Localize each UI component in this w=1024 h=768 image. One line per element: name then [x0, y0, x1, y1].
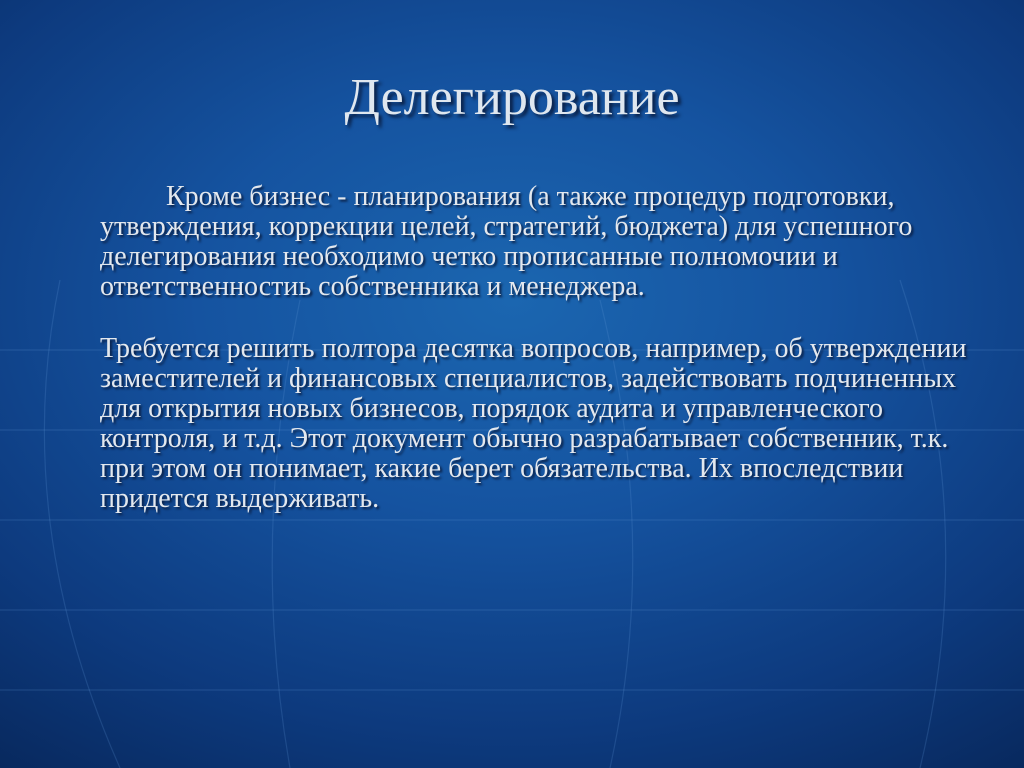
paragraph-1: Кроме бизнес - планирования (а также процедур подготовки, утверждения, коррекции целей, стратегий, бюджета) для успешного делегирования необходимо четко прописанные полномочии и ответственностиь собственника и менеджера.: [100, 181, 913, 302]
paragraph-2: Требуется решить полтора десятка вопросов, например, об утверждении заместителей и финансовых специалистов, задействовать подчиненных для открытия новых бизнесов, порядок аудита и управленческого контроля, и т.д. Этот документ обычно разрабатывает собственник, т.к. при этом он понимает, какие берет обязательства. Их впоследствии придется выдерживать.: [100, 333, 967, 514]
slide-title: Делегирование: [344, 69, 680, 126]
slide-body: [100, 182, 970, 514]
